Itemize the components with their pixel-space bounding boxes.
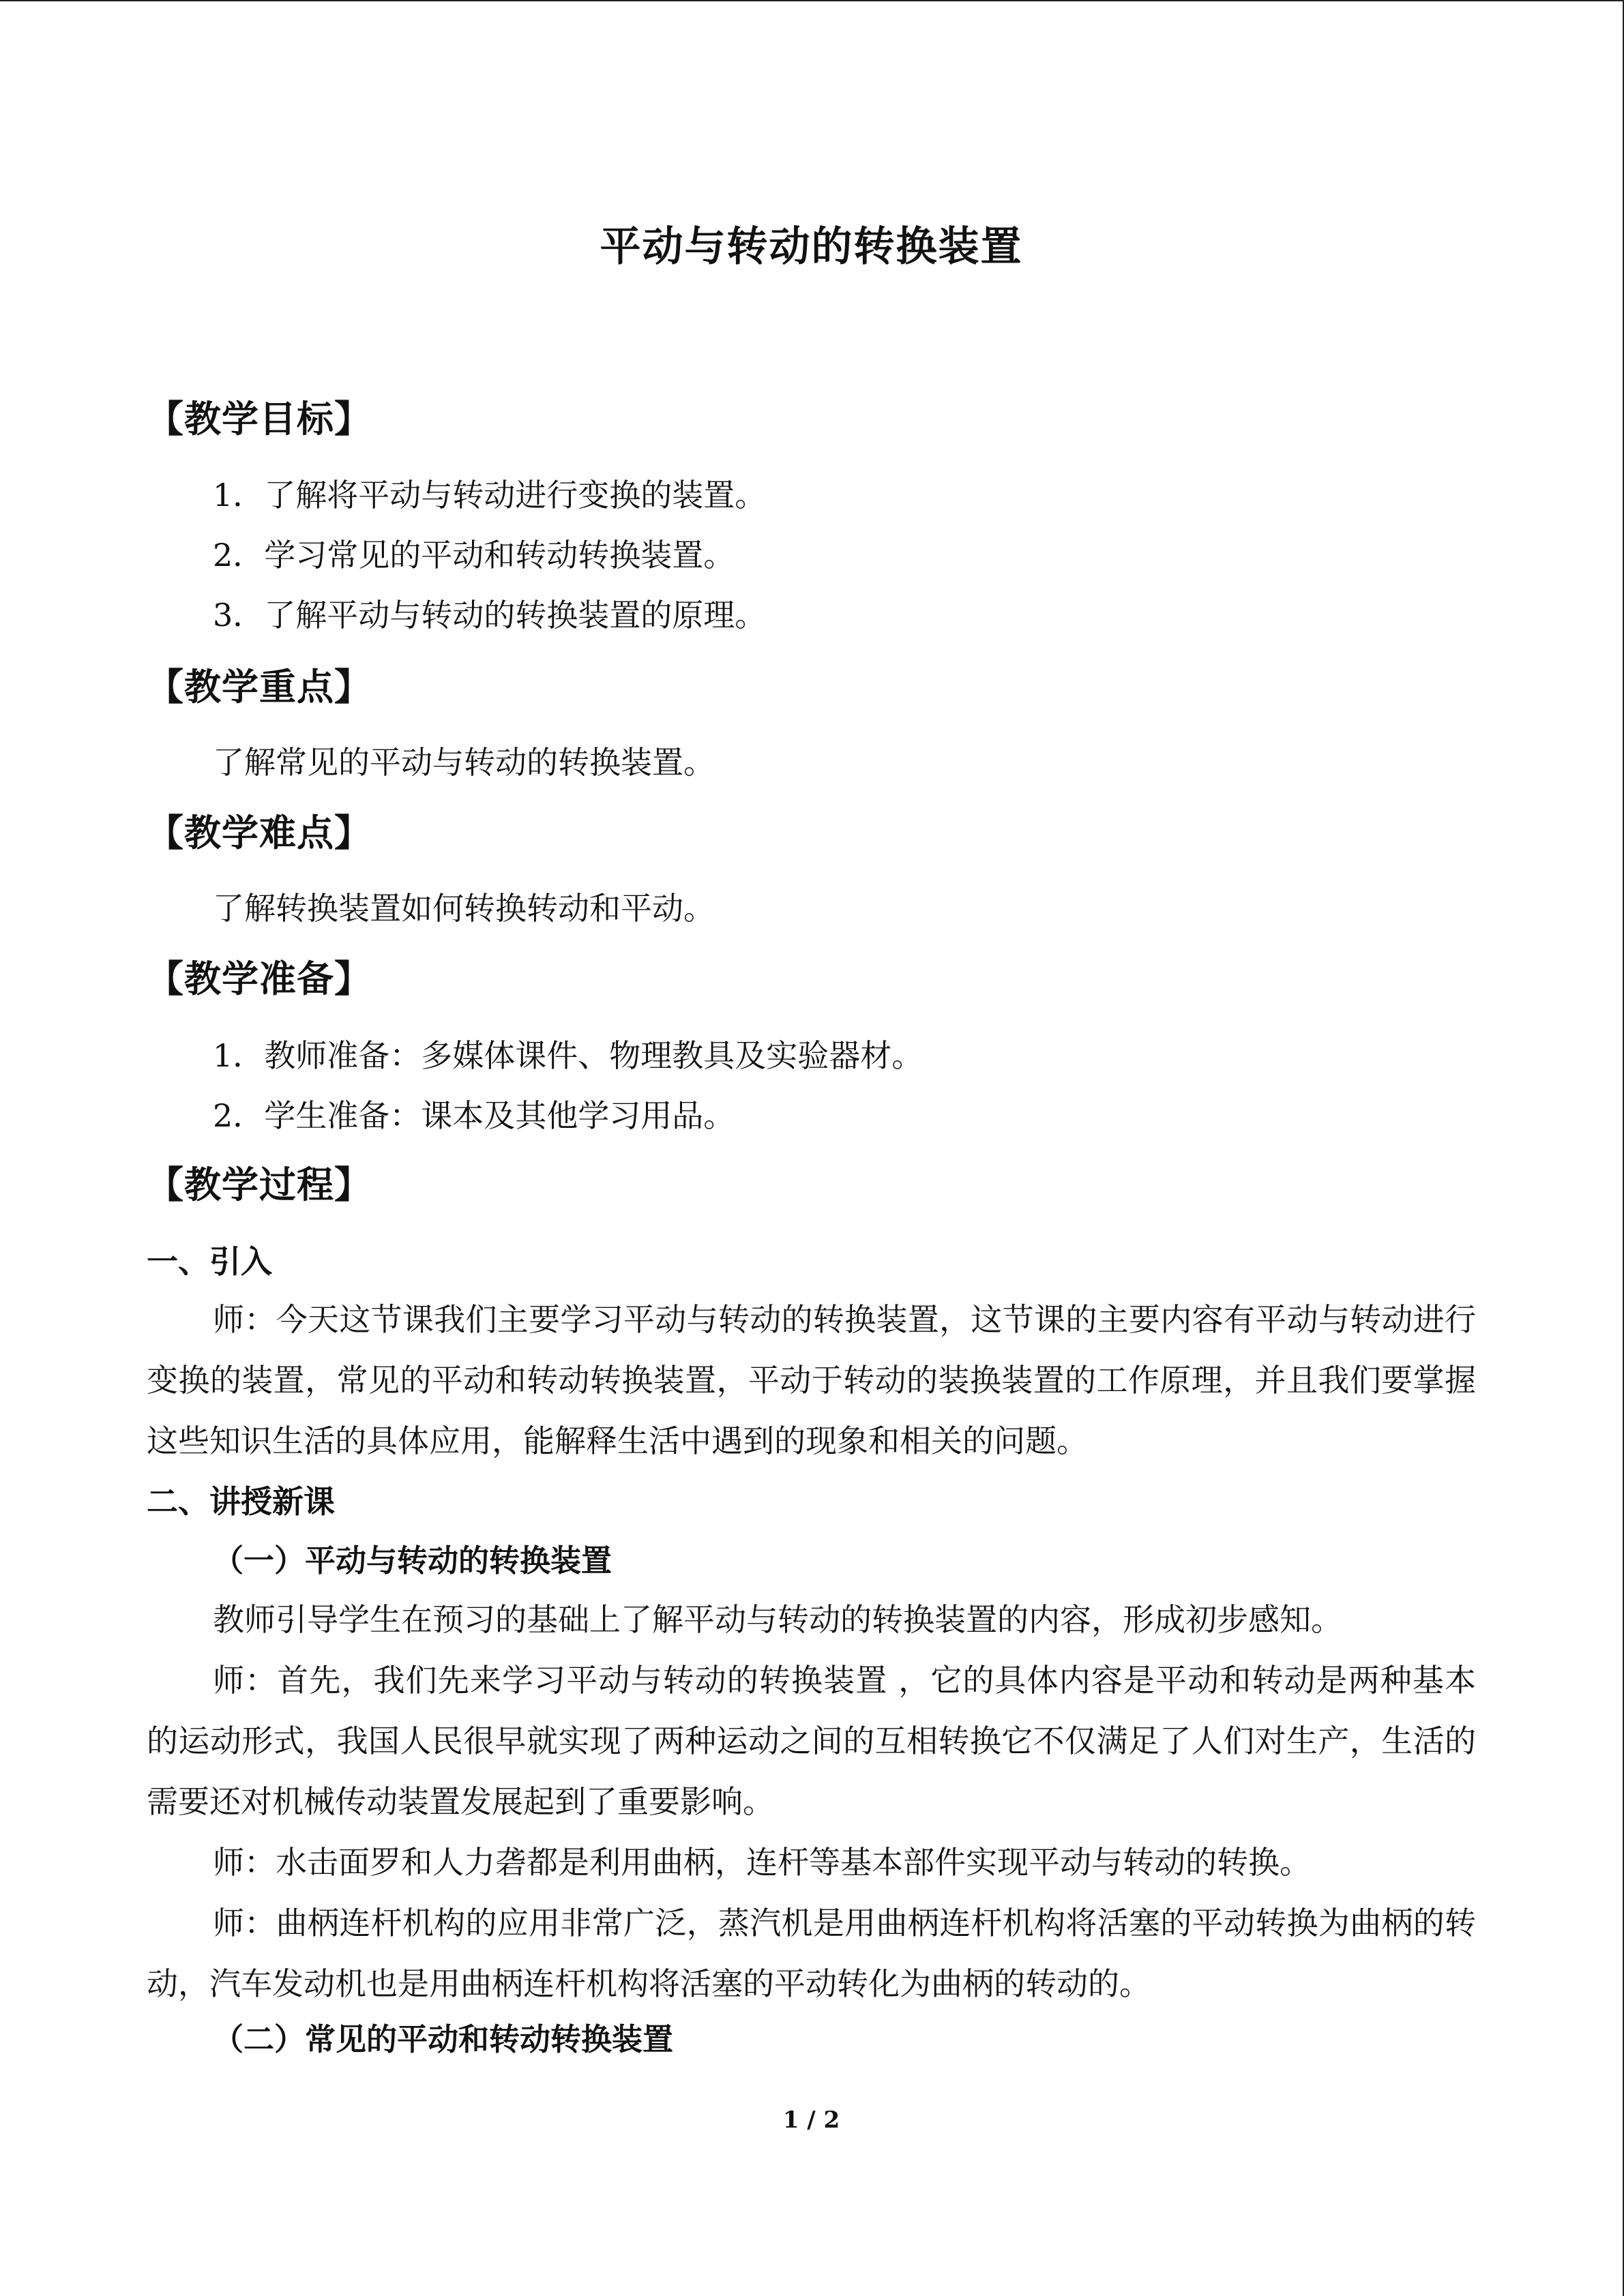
- subsection-1-intro: 教师引导学生在预习的基础上了解平动与转动的转换装置的内容，形成初步感知。: [213, 1601, 1342, 1638]
- heading-difficulties: 【教学难点】: [147, 811, 372, 854]
- subsection-1-paragraph: 师：曲柄连杆机构的应用非常广泛，蒸汽机是用曲柄连杆机构将活塞的平动转换为曲柄的转动，汽车发动机也是用曲柄连杆机构将活塞的平动转化为曲柄的转动的。: [147, 1905, 1476, 2002]
- key-points-text: 了解常见的平动与转动的转换装置。: [213, 744, 715, 781]
- subsection-title-1: （一）平动与转动的转换装置: [213, 1542, 612, 1579]
- heading-process: 【教学过程】: [147, 1163, 372, 1206]
- subsection-1-paragraph: 师：水击面罗和人力砻都是利用曲柄，连杆等基本部件实现平动与转动的转换。: [213, 1844, 1311, 1881]
- preparation-item: 2．学生准备：课本及其他学习用品。: [213, 1097, 735, 1134]
- heading-objectives: 【教学目标】: [147, 398, 372, 441]
- page-number: 1 / 2: [782, 2106, 840, 2134]
- subsection-title-2: （二）常见的平动和转动转换装置: [213, 2021, 674, 2057]
- section-new-lesson-title: 二、讲授新课: [147, 1483, 335, 1520]
- page-title: 平动与转动的转换装置: [600, 223, 1023, 271]
- objective-item: 2．学习常见的平动和转动转换装置。: [213, 537, 735, 573]
- subsection-1-paragraph: 师：首先，我们先来学习平动与转动的转换装置 ，它的具体内容是平动和转动是两种基本的运动形式，我国人民很早就实现了两种运动之间的互相转换它不仅满足了人们对生产，生活的需要还对机械传动装置发展起到了重要影响。: [147, 1662, 1476, 1820]
- heading-preparation: 【教学准备】: [147, 957, 372, 1000]
- objective-item: 3．了解平动与转动的转换装置的原理。: [213, 597, 767, 633]
- heading-key-points: 【教学重点】: [147, 666, 372, 709]
- section-intro-text: 师：今天这节课我们主要学习平动与转动的转换装置，这节课的主要内容有平动与转动进行变换的装置，常见的平动和转动转换装置，平动于转动的装换装置的工作原理，并且我们要掌握这些知识生活的具体应用，能解释生活中遇到的现象和相关的问题。: [147, 1301, 1476, 1459]
- difficulties-text: 了解转换装置如何转换转动和平动。: [213, 890, 715, 927]
- objective-item: 1．了解将平动与转动进行变换的装置。: [213, 477, 767, 513]
- preparation-item: 1．教师准备：多媒体课件、物理教具及实验器材。: [213, 1037, 924, 1074]
- section-intro-title: 一、引入: [147, 1243, 272, 1280]
